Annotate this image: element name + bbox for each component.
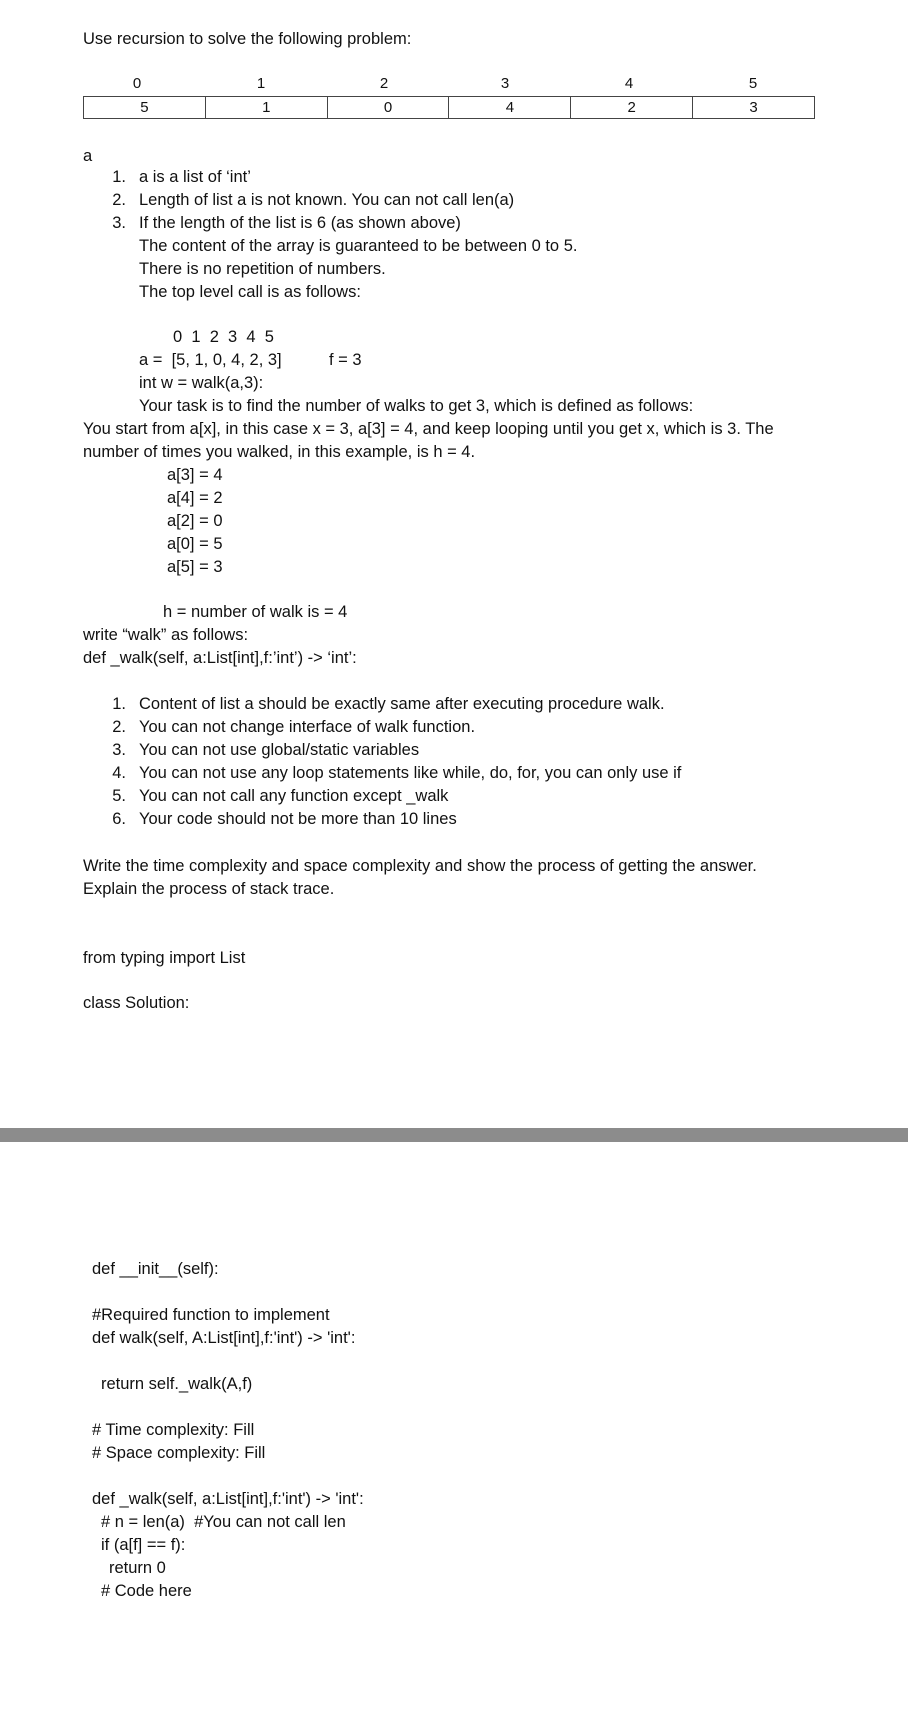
list-number: 2.	[112, 718, 126, 736]
array-index-label: 4	[624, 75, 634, 92]
list-number: 3.	[112, 214, 126, 232]
walk-step: a[3] = 4	[167, 466, 223, 484]
example-call-line: int w = walk(a,3):	[139, 374, 264, 392]
code-comment: # Code here	[101, 1582, 192, 1600]
list-number: 3.	[112, 741, 126, 759]
code-comment: # Space complexity: Fill	[92, 1444, 266, 1462]
list-number: 6.	[112, 810, 126, 828]
list-number: 1.	[112, 695, 126, 713]
rule-detail: There is no repetition of numbers.	[139, 260, 386, 278]
list-item: Length of list a is not known. You can not call len(a)	[139, 191, 515, 209]
constraint-item: You can not use global/static variables	[139, 741, 420, 759]
constraint-item: You can not use any loop statements like while, do, for, you can only use if	[139, 764, 682, 782]
code-line: def __init__(self):	[92, 1260, 219, 1278]
array-cell: 4	[449, 97, 571, 119]
array-table	[83, 96, 815, 119]
code-import: from typing import List	[83, 949, 246, 967]
code-comment: # Time complexity: Fill	[92, 1421, 255, 1439]
list-item: If the length of the list is 6 (as shown above)	[139, 214, 461, 232]
array-cell: 5	[84, 97, 206, 119]
code-line: if (a[f] == f):	[101, 1536, 186, 1554]
walk-result: h = number of walk is = 4	[163, 603, 348, 621]
array-index-label: 2	[379, 75, 389, 92]
array-index-label: 5	[748, 75, 758, 92]
array-value-row	[84, 97, 815, 119]
array-cell: 3	[693, 97, 815, 119]
array-cell: 2	[571, 97, 693, 119]
complexity-question: Write the time complexity and space complexity and show the process of getting the answer.	[83, 857, 757, 875]
write-walk-line: write “walk” as follows:	[83, 626, 249, 644]
rule-detail: The top level call is as follows:	[139, 283, 361, 301]
constraint-item: Your code should not be more than 10 lines	[139, 810, 457, 828]
code-comment: #Required function to implement	[92, 1306, 330, 1324]
example-array-line: a = [5, 1, 0, 4, 2, 3]	[139, 351, 282, 369]
list-number: 4.	[112, 764, 126, 782]
list-number: 1.	[112, 168, 126, 186]
code-line: return self._walk(A,f)	[101, 1375, 253, 1393]
task-description: You start from a[x], in this case x = 3, a[3] = 4, and keep looping until you get x, which is 3. The	[83, 420, 774, 438]
constraint-item: You can not change interface of walk function.	[139, 718, 476, 736]
constraint-item: You can not call any function except _walk	[139, 787, 449, 805]
code-line: def walk(self, A:List[int],f:'int') -> 'int':	[92, 1329, 356, 1347]
array-index-label: 1	[256, 75, 266, 92]
list-number: 2.	[112, 191, 126, 209]
task-description: Your task is to find the number of walks to get 3, which is defined as follows:	[139, 397, 694, 415]
array-caption: a	[83, 147, 93, 165]
walk-step: a[5] = 3	[167, 558, 223, 576]
code-line: return 0	[109, 1559, 166, 1577]
example-f-line: f = 3	[329, 351, 362, 369]
problem-heading: Use recursion to solve the following problem:	[83, 30, 412, 48]
code-class: class Solution:	[83, 994, 190, 1012]
array-cell: 1	[205, 97, 327, 119]
walk-step: a[0] = 5	[167, 535, 223, 553]
array-index-label: 0	[132, 75, 142, 92]
task-description: number of times you walked, in this example, is h = 4.	[83, 443, 476, 461]
walk-step: a[4] = 2	[167, 489, 223, 507]
example-index-row: 0 1 2 3 4 5	[173, 328, 274, 346]
page-separator	[0, 1128, 908, 1142]
list-item: a is a list of ‘int’	[139, 168, 251, 186]
code-comment: # n = len(a) #You can not call len	[101, 1513, 346, 1531]
complexity-question: Explain the process of stack trace.	[83, 880, 335, 898]
rule-detail: The content of the array is guaranteed to be between 0 to 5.	[139, 237, 578, 255]
walk-signature: def _walk(self, a:List[int],f:’int’) -> ‘int’:	[83, 649, 357, 667]
array-cell: 0	[327, 97, 449, 119]
walk-step: a[2] = 0	[167, 512, 223, 530]
array-index-label: 3	[500, 75, 510, 92]
constraint-item: Content of list a should be exactly same after executing procedure walk.	[139, 695, 665, 713]
list-number: 5.	[112, 787, 126, 805]
code-line: def _walk(self, a:List[int],f:'int') -> 'int':	[92, 1490, 364, 1508]
